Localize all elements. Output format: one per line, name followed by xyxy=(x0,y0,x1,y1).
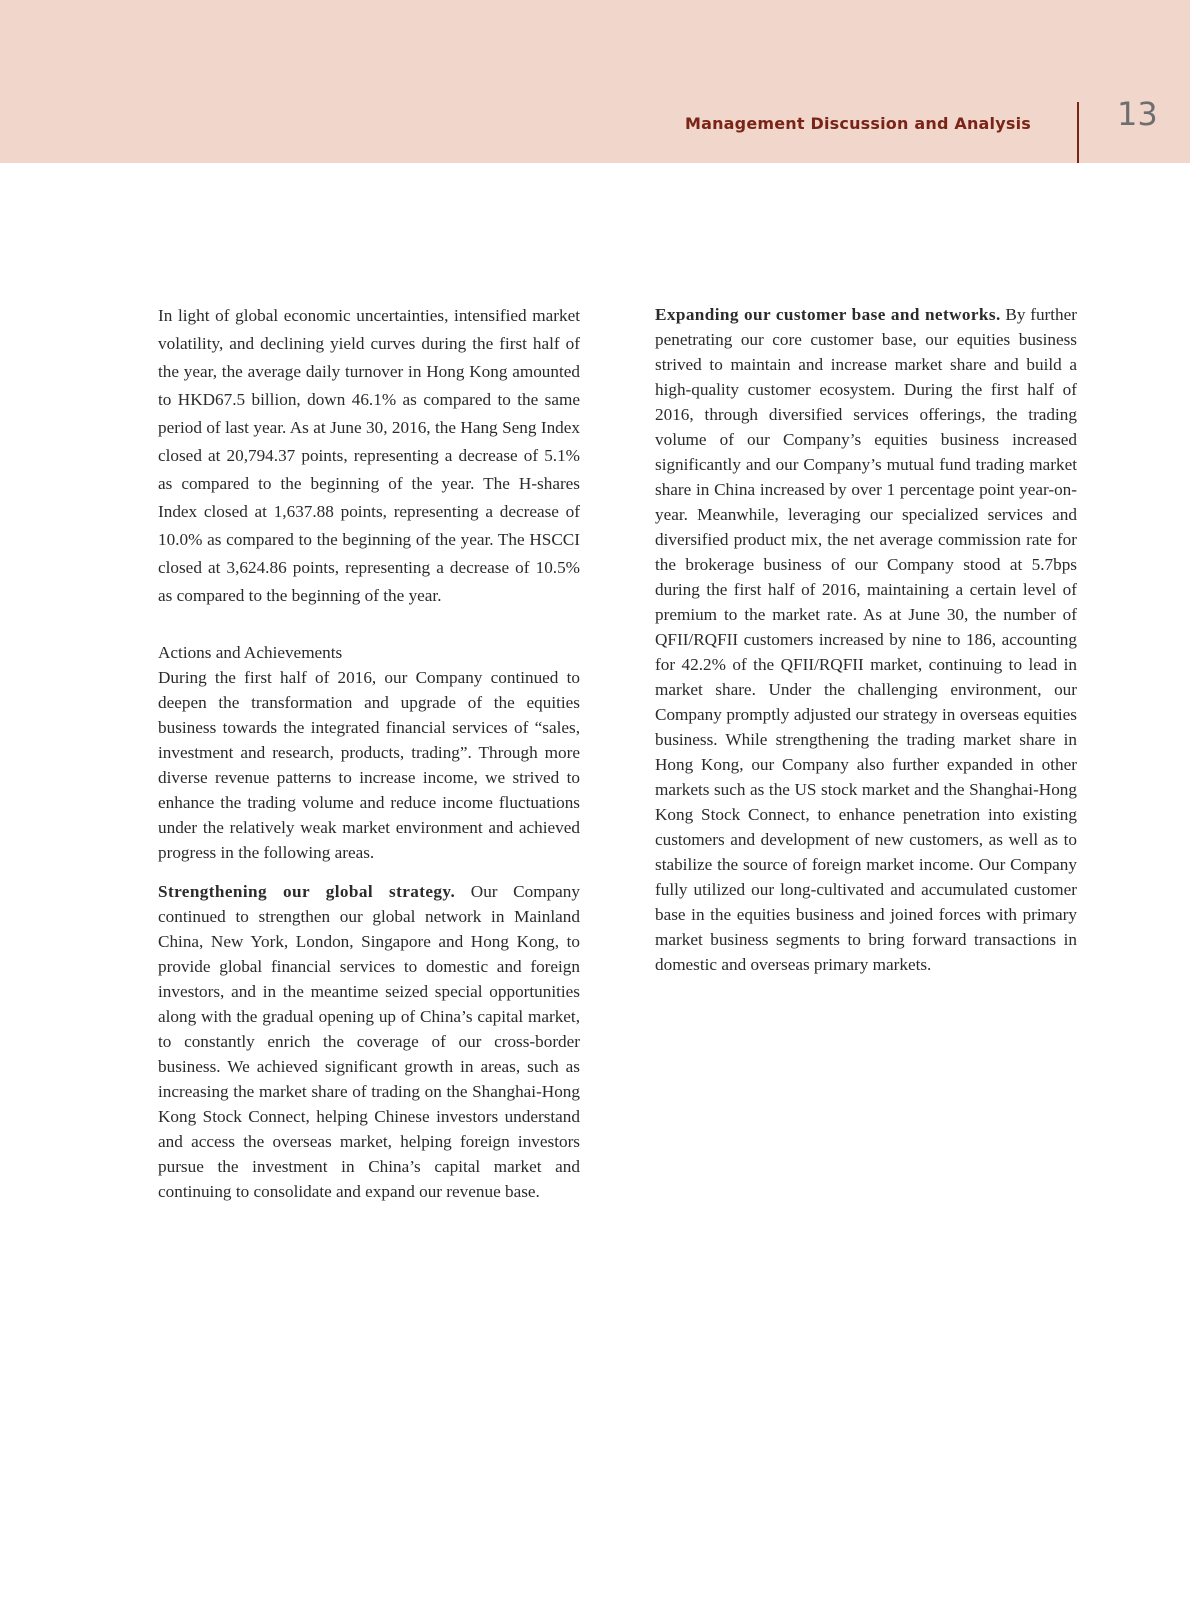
header-band xyxy=(0,0,1190,163)
actions-subheading: Actions and Achievements xyxy=(158,643,343,662)
customer-base-body: By further penetrating our core customer base, our equities business strived to maintain and increase market share and build a high-quality customer ecosystem. During the first half of 2016, through diversified services offerings, the trading volume of our Company’s equities business increased significantly and our Company’s mutual fund trading market share in China increased by over 1 percentage point year-on-year. Meanwhile, leveraging our specialized services and diversified product mix, the net average commission rate for the brokerage business of our Company stood at 5.7bps during the first half of 2016, maintaining a certain level of premium to the market rate. As at June 30, the number of QFII/RQFII customers increased by nine to 186, accounting for 42.2% of the QFII/RQFII market, continuing to lead in market share. Under the challenging environment, our Company promptly adjusted our strategy in overseas equities business. While strengthening the trading market share in Hong Kong, our Company also further expanded in other markets such as the US stock market and the Shanghai-Hong Kong Stock Connect, to enhance penetration into existing customers and development of new customers, as well as to stabilize the source of foreign market income. Our Company fully utilized our long-cultivated and accumulated customer base in the equities business and joined forces with primary market business segments to bring forward transactions in domestic and overseas primary markets. xyxy=(655,305,1077,974)
market-overview-paragraph: In light of global economic uncertainties, intensified market volatility, and declining yield curves during the first half of the year, the average daily turnover in Hong Kong amounted to HKD67.5 billion, down 46.1% as compared to the same period of last year. As at June 30, 2016, the Hang Seng Index closed at 20,794.37 points, representing a decrease of 5.1% as compared to the beginning of the year. The H-shares Index closed at 1,637.88 points, representing a decrease of 10.0% as compared to the beginning of the year. The HSCCI closed at 3,624.86 points, representing a decrease of 10.5% as compared to the beginning of the year. xyxy=(158,306,580,605)
left-column xyxy=(158,302,580,1204)
global-strategy-body: Our Company continued to strengthen our global network in Mainland China, New York, London, Singapore and Hong Kong, to provide global financial services to domestic and foreign investors, and in the meantime seized special opportunities along with the gradual opening up of China’s capital market, to constantly enrich the coverage of our cross-border business. We achieved significant growth in areas, such as increasing the market share of trading on the Shanghai-Hong Kong Stock Connect, helping Chinese investors understand and access the overseas market, helping foreign investors pursue the investment in China’s capital market and continuing to consolidate and expand our revenue base. xyxy=(158,882,580,1201)
customer-base-paragraph xyxy=(655,302,1077,977)
paragraph-spacer xyxy=(158,610,580,640)
paragraph-spacer xyxy=(158,865,580,879)
header-divider xyxy=(1077,102,1079,163)
section-title: Management Discussion and Analysis xyxy=(684,114,1031,133)
global-strategy-paragraph xyxy=(158,879,580,1204)
actions-paragraph: During the first half of 2016, our Company continued to deepen the transformation and upgrade of the equities business towards the integrated financial services of “sales, investment and research, products, trading”. Through more diverse revenue patterns to increase income, we strived to enhance the trading volume and reduce income fluctuations under the relatively weak market environment and achieved progress in the following areas. xyxy=(158,668,580,862)
page-number: 13 xyxy=(1117,95,1158,133)
customer-base-lead-in: Expanding our customer base and networks. xyxy=(655,305,1001,324)
global-strategy-lead-in: Strengthening our global strategy. xyxy=(158,882,456,901)
right-column xyxy=(655,302,1077,977)
